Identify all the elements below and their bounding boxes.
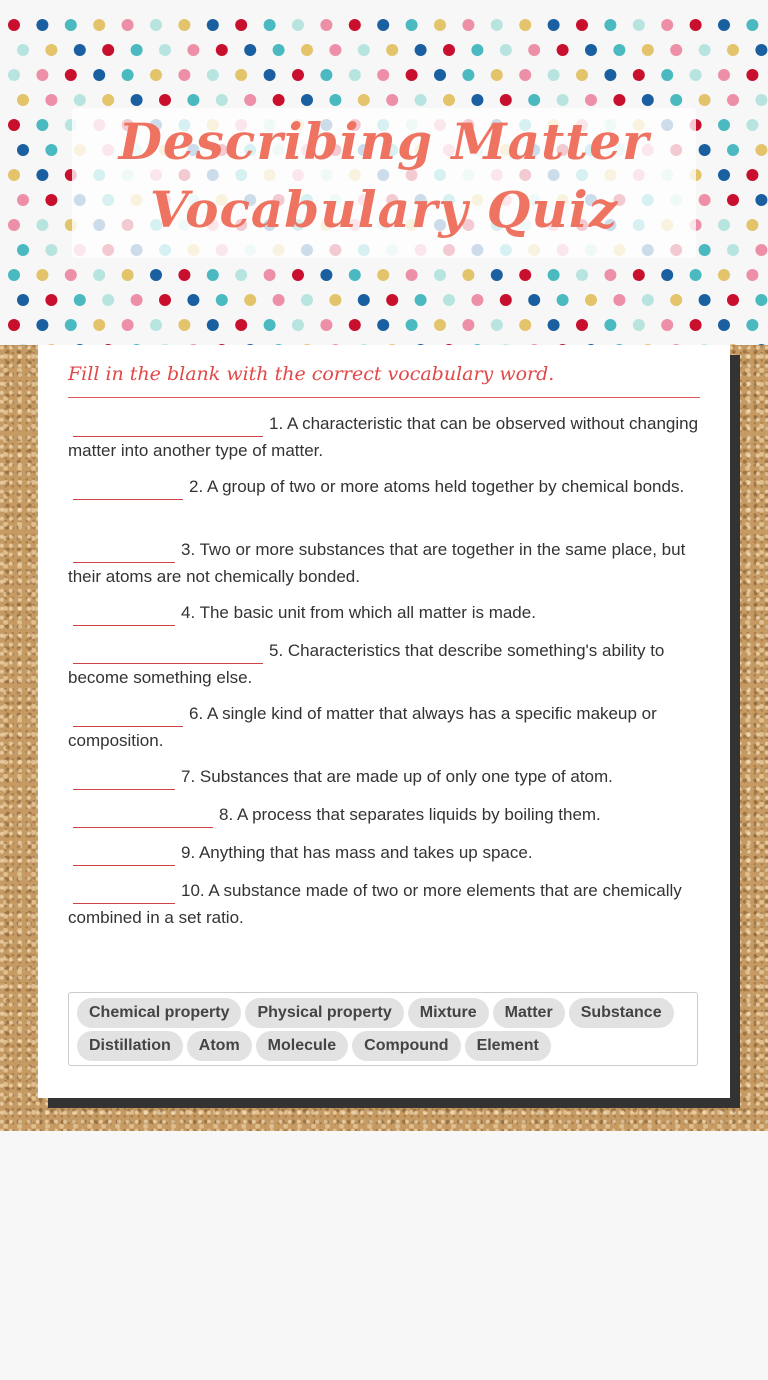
word-chip-distillation[interactable]: Distillation	[77, 1031, 183, 1061]
polka-dot	[264, 269, 276, 281]
polka-dot	[122, 69, 134, 81]
polka-dot	[244, 44, 256, 56]
polka-dot	[102, 294, 114, 306]
instruction-text: Fill in the blank with the correct vocabulary word.	[68, 363, 700, 398]
polka-dot	[491, 319, 503, 331]
polka-dot	[699, 294, 711, 306]
polka-dot	[604, 19, 616, 31]
question-10	[68, 877, 700, 931]
word-chip-matter[interactable]: Matter	[493, 998, 565, 1028]
polka-dot	[65, 19, 77, 31]
polka-dot	[159, 94, 171, 106]
polka-dot	[557, 94, 569, 106]
question-text: 8. A process that separates liquids by boiling them.	[219, 805, 601, 824]
answer-input-5[interactable]	[73, 641, 263, 664]
polka-dot	[462, 319, 474, 331]
polka-dot	[585, 94, 597, 106]
answer-input-9[interactable]	[73, 843, 175, 866]
polka-dot	[17, 294, 29, 306]
polka-dot	[216, 294, 228, 306]
polka-dot	[150, 269, 162, 281]
polka-dot	[36, 319, 48, 331]
polka-dot	[727, 294, 739, 306]
polka-dot	[670, 94, 682, 106]
polka-dot	[471, 294, 483, 306]
polka-dot	[690, 69, 702, 81]
word-chip-physical-property[interactable]: Physical property	[245, 998, 403, 1028]
polka-dot	[633, 269, 645, 281]
polka-dot	[604, 69, 616, 81]
polka-dot	[301, 44, 313, 56]
polka-dot	[235, 269, 247, 281]
polka-dot	[207, 319, 219, 331]
polka-dot	[633, 319, 645, 331]
polka-dot	[235, 69, 247, 81]
polka-dot	[727, 94, 739, 106]
polka-dot	[320, 69, 332, 81]
question-1	[68, 410, 700, 464]
polka-dot	[462, 69, 474, 81]
polka-dot	[45, 94, 57, 106]
polka-dot	[491, 19, 503, 31]
polka-dot	[358, 94, 370, 106]
polka-dot	[150, 69, 162, 81]
polka-dot	[377, 19, 389, 31]
polka-dot	[548, 19, 560, 31]
polka-dot	[415, 94, 427, 106]
polka-dot	[159, 294, 171, 306]
polka-dot	[178, 269, 190, 281]
polka-dot	[746, 19, 758, 31]
polka-dot	[699, 44, 711, 56]
polka-dot	[377, 69, 389, 81]
polka-dot	[670, 44, 682, 56]
title-line-1: Describing Matter	[118, 112, 650, 171]
polka-dot	[8, 69, 20, 81]
word-chip-molecule[interactable]: Molecule	[256, 1031, 348, 1061]
polka-dot	[150, 19, 162, 31]
polka-dot	[727, 244, 739, 256]
polka-dot	[292, 269, 304, 281]
question-2	[68, 473, 700, 500]
word-chip-element[interactable]: Element	[465, 1031, 551, 1061]
polka-dot	[264, 19, 276, 31]
polka-dot	[273, 94, 285, 106]
polka-dot	[102, 94, 114, 106]
polka-dot	[187, 94, 199, 106]
polka-dot	[292, 69, 304, 81]
polka-dot	[548, 319, 560, 331]
polka-dot	[746, 319, 758, 331]
polka-dot	[74, 44, 86, 56]
polka-dot	[557, 44, 569, 56]
polka-dot	[320, 269, 332, 281]
quiz-card	[38, 345, 730, 1098]
polka-dot	[329, 294, 341, 306]
polka-dot	[642, 94, 654, 106]
polka-dot	[613, 44, 625, 56]
polka-dot	[65, 319, 77, 331]
question-text: 10. A substance made of two or more elements that are chemically combined in a set ratio.	[68, 881, 682, 927]
polka-dot	[434, 269, 446, 281]
polka-dot	[349, 319, 361, 331]
polka-dot	[264, 319, 276, 331]
polka-dot	[93, 319, 105, 331]
polka-dot	[746, 69, 758, 81]
polka-dot	[690, 319, 702, 331]
polka-dot	[74, 294, 86, 306]
polka-dot	[349, 19, 361, 31]
polka-dot	[74, 94, 86, 106]
polka-dot	[528, 94, 540, 106]
polka-dot	[746, 269, 758, 281]
polka-dot	[36, 69, 48, 81]
polka-dot	[519, 69, 531, 81]
polka-dot	[415, 294, 427, 306]
polka-dot	[207, 69, 219, 81]
polka-dot	[216, 44, 228, 56]
polka-dot	[548, 69, 560, 81]
polka-dot	[462, 19, 474, 31]
polka-dot	[386, 94, 398, 106]
polka-dot	[548, 269, 560, 281]
polka-dot	[377, 269, 389, 281]
polka-dot	[45, 294, 57, 306]
polka-dot	[216, 94, 228, 106]
word-chip-atom[interactable]: Atom	[187, 1031, 252, 1061]
polka-dot	[329, 94, 341, 106]
question-text: 6. A single kind of matter that always has a specific makeup or composition.	[68, 704, 657, 750]
question-4	[68, 599, 700, 626]
polka-dot	[519, 319, 531, 331]
polka-dot	[244, 294, 256, 306]
polka-dot	[642, 44, 654, 56]
polka-dot	[187, 44, 199, 56]
polka-dot	[443, 94, 455, 106]
polka-dot	[187, 294, 199, 306]
polka-dot	[93, 69, 105, 81]
answer-input-10[interactable]	[73, 881, 175, 904]
polka-dot	[358, 294, 370, 306]
polka-dot	[519, 19, 531, 31]
polka-dot	[661, 19, 673, 31]
question-text: 9. Anything that has mass and takes up space.	[181, 843, 533, 862]
question-text: 7. Substances that are made up of only one type of atom.	[181, 767, 613, 786]
polka-dot	[406, 319, 418, 331]
polka-dot	[585, 44, 597, 56]
polka-dot	[93, 19, 105, 31]
polka-dot	[264, 69, 276, 81]
word-chip-substance[interactable]: Substance	[569, 998, 674, 1028]
polka-dot	[661, 269, 673, 281]
polka-dot	[557, 294, 569, 306]
polka-dot	[604, 269, 616, 281]
polka-dot	[36, 19, 48, 31]
polka-dot	[178, 19, 190, 31]
polka-dot	[292, 19, 304, 31]
polka-dot	[45, 244, 57, 256]
polka-dot	[406, 69, 418, 81]
polka-dot	[576, 19, 588, 31]
polka-dot	[528, 44, 540, 56]
word-chip-compound[interactable]: Compound	[352, 1031, 460, 1061]
polka-dot	[150, 319, 162, 331]
polka-dot	[576, 319, 588, 331]
polka-dot	[93, 269, 105, 281]
polka-dot	[17, 94, 29, 106]
answer-input-1[interactable]	[73, 414, 263, 437]
polka-dot	[755, 244, 767, 256]
polka-dot	[613, 294, 625, 306]
polka-dot	[235, 319, 247, 331]
polka-dot	[244, 94, 256, 106]
word-chip-chemical-property[interactable]: Chemical property	[77, 998, 241, 1028]
polka-dot	[415, 44, 427, 56]
polka-dot	[131, 44, 143, 56]
polka-dot	[122, 269, 134, 281]
polka-dot	[718, 269, 730, 281]
polka-dot	[471, 44, 483, 56]
polka-dot	[670, 294, 682, 306]
polka-dot	[320, 319, 332, 331]
polka-dot	[500, 44, 512, 56]
question-6	[68, 700, 700, 754]
polka-dot	[159, 44, 171, 56]
polka-dot	[576, 269, 588, 281]
question-5	[68, 637, 700, 691]
polka-dot	[462, 269, 474, 281]
polka-dot	[349, 269, 361, 281]
polka-dot	[471, 94, 483, 106]
polka-dot	[45, 44, 57, 56]
polka-dot	[443, 44, 455, 56]
polka-dot	[642, 294, 654, 306]
polka-dot	[17, 244, 29, 256]
polka-dot	[65, 69, 77, 81]
question-9	[68, 839, 700, 866]
polka-dot	[434, 69, 446, 81]
answer-input-8[interactable]	[73, 805, 213, 828]
polka-dot	[8, 19, 20, 31]
polka-dot	[377, 319, 389, 331]
polka-dot	[17, 44, 29, 56]
polka-dot	[500, 94, 512, 106]
polka-dot	[718, 19, 730, 31]
word-bank	[68, 992, 698, 1066]
polka-dot	[320, 19, 332, 31]
answer-input-4[interactable]	[73, 603, 175, 626]
polka-dot	[207, 19, 219, 31]
page-title	[0, 108, 768, 244]
polka-dot	[273, 294, 285, 306]
polka-dot	[690, 19, 702, 31]
polka-dot	[585, 294, 597, 306]
polka-dot	[386, 294, 398, 306]
polka-dot	[519, 269, 531, 281]
question-text: 4. The basic unit from which all matter is made.	[181, 603, 536, 622]
polka-dot	[604, 319, 616, 331]
polka-dot	[633, 19, 645, 31]
polka-dot	[292, 319, 304, 331]
polka-dot	[576, 69, 588, 81]
polka-dot	[386, 44, 398, 56]
question-text: 2. A group of two or more atoms held together by chemical bonds.	[189, 477, 685, 496]
polka-dot	[699, 94, 711, 106]
polka-dot	[613, 94, 625, 106]
polka-dot	[207, 269, 219, 281]
polka-dot	[8, 319, 20, 331]
polka-dot	[406, 269, 418, 281]
polka-dot	[358, 44, 370, 56]
polka-dot	[301, 294, 313, 306]
polka-dot	[727, 44, 739, 56]
polka-dot	[491, 269, 503, 281]
polka-dot	[273, 44, 285, 56]
polka-dot	[699, 244, 711, 256]
polka-dot	[718, 69, 730, 81]
question-7	[68, 763, 700, 790]
polka-dot	[131, 294, 143, 306]
polka-dot	[755, 94, 767, 106]
polka-dot	[406, 19, 418, 31]
question-text: 5. Characteristics that describe something's ability to become something else.	[68, 641, 665, 687]
polka-dot	[661, 69, 673, 81]
polka-dot	[690, 269, 702, 281]
polka-dot	[235, 19, 247, 31]
answer-input-7[interactable]	[73, 767, 175, 790]
polka-dot	[122, 19, 134, 31]
polka-dot	[36, 269, 48, 281]
polka-dot	[329, 44, 341, 56]
polka-dot	[434, 319, 446, 331]
polka-dot	[8, 269, 20, 281]
polka-dot	[718, 319, 730, 331]
question-3	[68, 536, 700, 590]
polka-dot	[500, 294, 512, 306]
polka-dot	[301, 94, 313, 106]
polka-dot	[528, 294, 540, 306]
polka-dot	[102, 44, 114, 56]
polka-dot	[122, 319, 134, 331]
answer-input-2[interactable]	[73, 477, 183, 500]
polka-dot	[349, 69, 361, 81]
polka-dot	[661, 319, 673, 331]
polka-dot	[65, 269, 77, 281]
title-line-2: Vocabulary Quiz	[149, 180, 619, 239]
word-chip-mixture[interactable]: Mixture	[408, 998, 489, 1028]
question-text: 3. Two or more substances that are together in the same place, but their atoms are not chemically bonded.	[68, 540, 686, 586]
polka-dot	[633, 69, 645, 81]
answer-input-3[interactable]	[73, 540, 175, 563]
polka-dot	[443, 294, 455, 306]
question-text: 1. A characteristic that can be observed without changing matter into another type of matter.	[68, 414, 699, 460]
polka-dot	[131, 94, 143, 106]
polka-dot	[491, 69, 503, 81]
polka-dot	[178, 69, 190, 81]
polka-dot	[178, 319, 190, 331]
answer-input-6[interactable]	[73, 704, 183, 727]
polka-dot	[755, 44, 767, 56]
question-8	[68, 801, 700, 828]
polka-dot	[755, 294, 767, 306]
polka-dot	[434, 19, 446, 31]
